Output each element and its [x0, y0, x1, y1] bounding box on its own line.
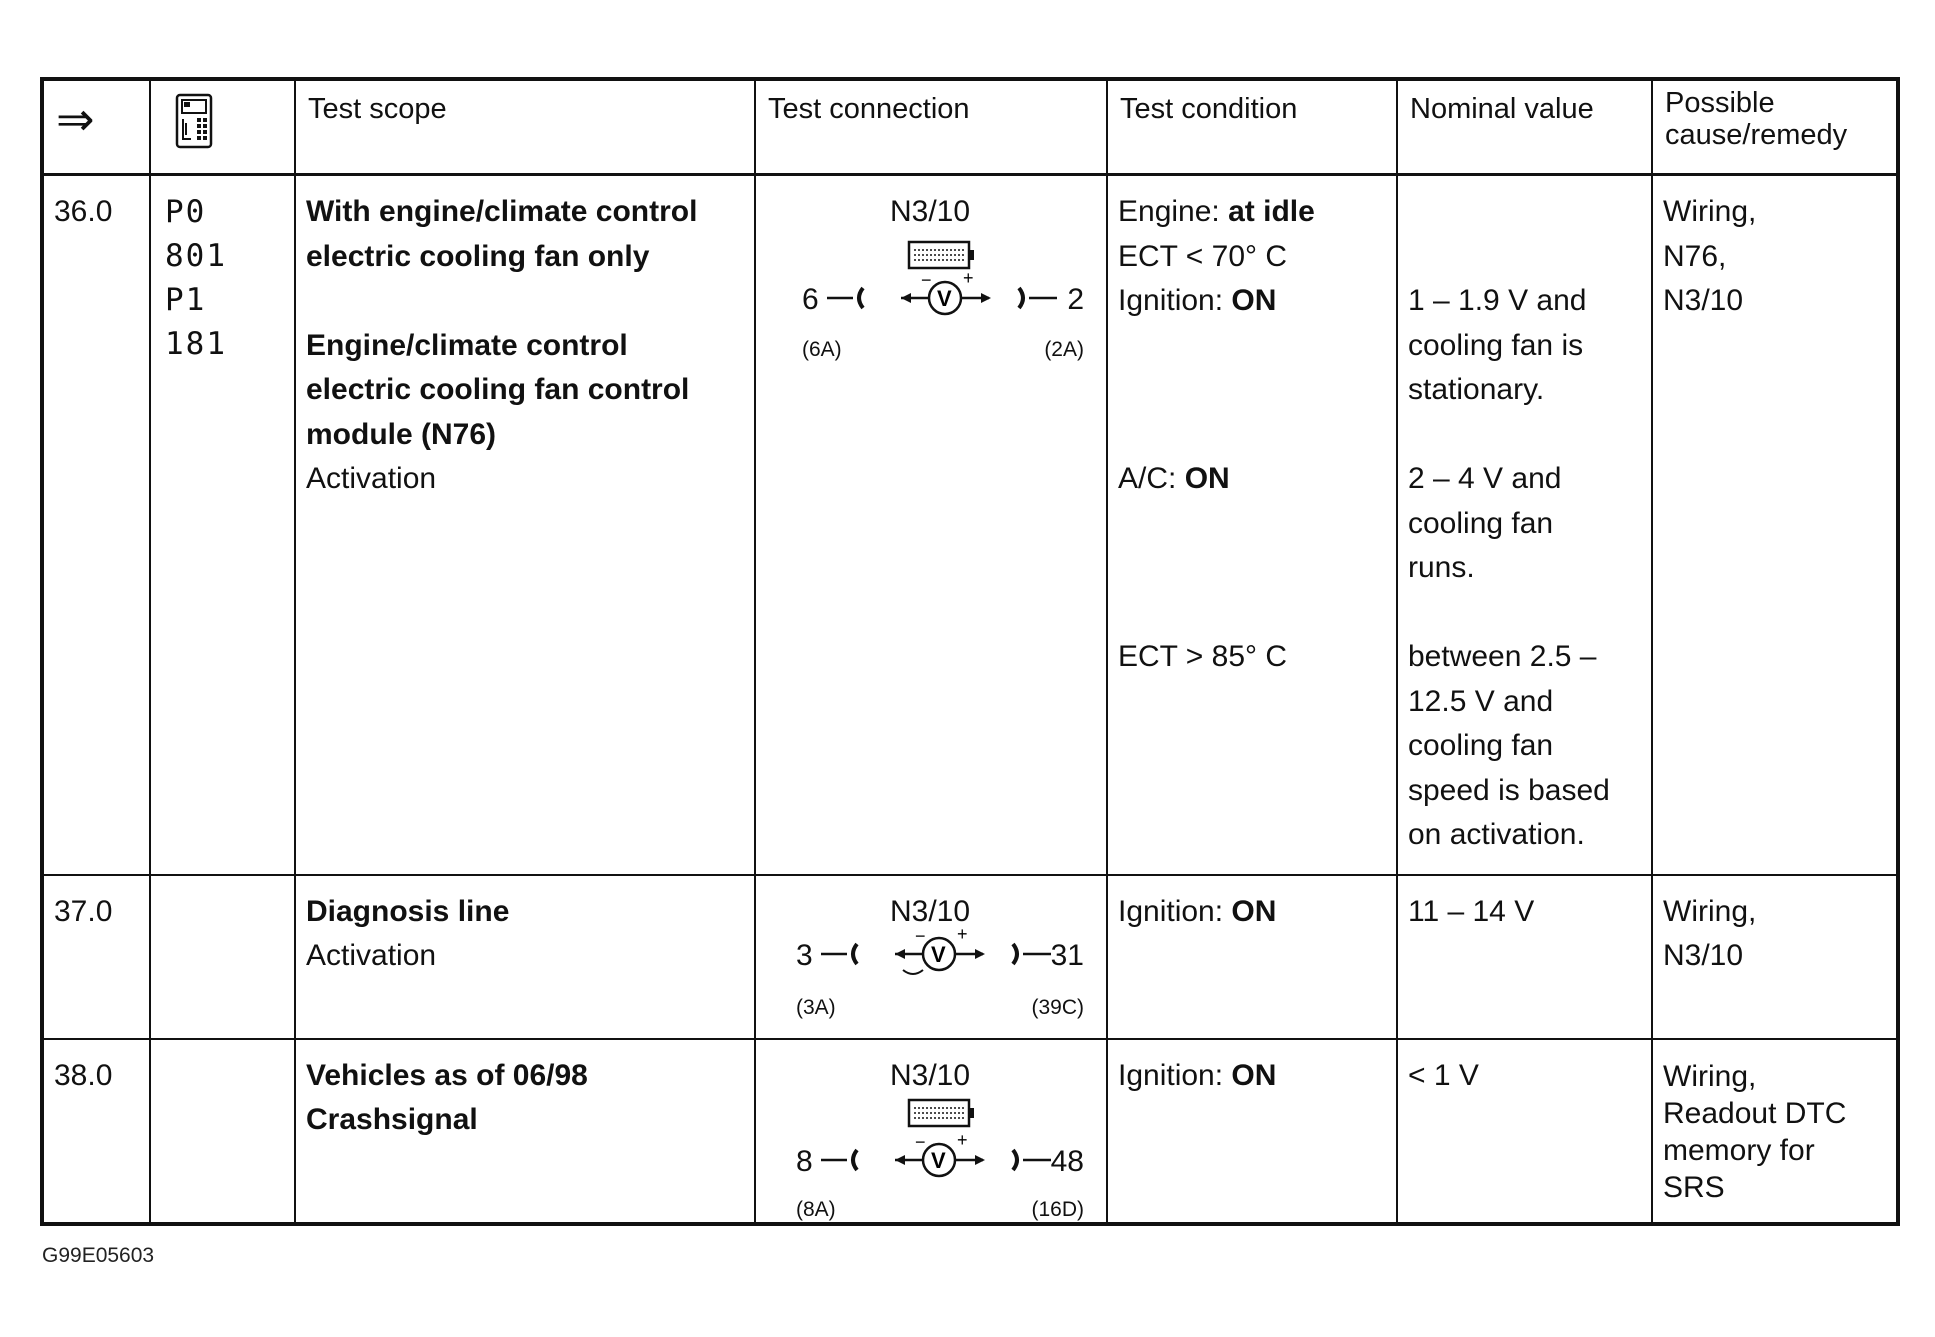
scope-line: Activation: [306, 939, 437, 972]
connector-box-icon: [907, 238, 977, 274]
nominal-line: on activation.: [1408, 818, 1585, 851]
voltmeter-probe-icon: [821, 272, 1101, 322]
connector-box-icon: [907, 1096, 977, 1132]
test-connection-cell: [755, 1039, 1107, 1223]
pin-right: 31: [1050, 938, 1084, 972]
nominal-line: cooling fan: [1408, 729, 1554, 762]
svg-text:−: −: [915, 1133, 926, 1152]
connector-label: N3/10: [889, 195, 971, 228]
arrow-right-icon: ⇒: [56, 93, 95, 145]
header-arrow-cell: [44, 81, 150, 175]
header-tester-cell: [150, 81, 295, 175]
cause-line: Wiring,: [1663, 195, 1757, 228]
nominal-line: 2 – 4 V and: [1408, 462, 1562, 495]
nominal-line: runs.: [1408, 551, 1475, 584]
header-possible-cause-line1: Possible: [1665, 87, 1775, 119]
connection-diagram: [766, 190, 1094, 360]
test-scope-cell: [295, 175, 755, 875]
dtc-codes: [150, 875, 295, 1039]
nominal-value-cell: [1397, 175, 1652, 875]
svg-text:+: +: [957, 927, 968, 944]
test-scope-cell: [295, 875, 755, 1039]
scope-line: Activation: [306, 462, 437, 495]
dtc-code: P0 801: [165, 194, 227, 274]
test-scope-cell: [295, 1039, 755, 1223]
header-possible-cause: [1652, 81, 1896, 175]
cause-line: Wiring,: [1663, 1059, 1757, 1093]
scope-line: electric cooling fan control: [306, 373, 690, 406]
header-test-connection: Test connection: [755, 81, 1107, 175]
condition-line: Engine: at idle: [1118, 195, 1315, 228]
nominal-line: cooling fan is: [1408, 328, 1584, 362]
header-possible-cause-line2: cause/remedy: [1665, 119, 1848, 151]
handheld-tester-icon: [175, 93, 215, 149]
step-number: 36.0: [44, 175, 150, 875]
nominal-line: cooling fan: [1408, 506, 1554, 540]
pin-left-sub: (8A): [796, 1197, 836, 1221]
scope-line: Crashsignal: [306, 1103, 478, 1136]
test-table-sheet: [40, 77, 1900, 1226]
possible-cause-cell: [1652, 175, 1896, 875]
condition-line: Ignition: ON: [1118, 284, 1277, 317]
scope-line: module (N76): [306, 417, 497, 451]
svg-text:+: +: [963, 272, 974, 288]
svg-text:V: V: [931, 941, 946, 967]
nominal-value-cell: [1397, 1039, 1652, 1223]
connector-label: N3/10: [889, 894, 971, 928]
pin-right-sub: (16D): [1031, 1197, 1084, 1221]
pin-right: 48: [1050, 1144, 1084, 1178]
nominal-line: 1 – 1.9 V and: [1408, 284, 1587, 317]
header-test-scope: Test scope: [295, 81, 755, 175]
cause-line: N3/10: [1663, 939, 1744, 972]
connector-label: N3/10: [889, 1058, 971, 1092]
condition-line: Ignition: ON: [1118, 1058, 1277, 1092]
figure-code: G99E05603: [42, 1244, 155, 1267]
cause-line: N3/10: [1663, 284, 1744, 317]
cause-line: Wiring,: [1663, 894, 1757, 928]
svg-text:−: −: [921, 272, 932, 290]
condition-line: Ignition: ON: [1118, 894, 1277, 928]
scope-line: Diagnosis line: [306, 894, 510, 928]
header-test-condition: Test condition: [1107, 81, 1397, 175]
scope-line: Vehicles as of 06/98: [306, 1058, 588, 1092]
scope-line: Engine/climate control: [306, 328, 628, 362]
test-condition-cell: [1107, 875, 1397, 1039]
nominal-line: 12.5 V and: [1408, 684, 1554, 718]
pin-left-sub: (6A): [802, 338, 842, 361]
nominal-value-cell: [1397, 875, 1652, 1039]
pin-left: 8: [796, 1144, 813, 1178]
pin-left: 6: [802, 283, 819, 316]
scope-line: With engine/climate control: [306, 195, 698, 228]
pin-right-sub: (2A): [1044, 338, 1084, 361]
test-connection-cell: [755, 875, 1107, 1039]
svg-text:−: −: [915, 927, 926, 946]
nominal-line: 11 – 14 V: [1408, 894, 1535, 928]
condition-line: A/C: ON: [1118, 462, 1230, 495]
dtc-codes: [150, 175, 295, 875]
dtc-code: P1 181: [165, 282, 227, 362]
condition-line: ECT > 85° C: [1118, 640, 1288, 673]
pin-left-sub: (3A): [796, 995, 836, 1019]
table-row-37: [44, 875, 1896, 1039]
svg-text:V: V: [937, 286, 952, 311]
nominal-line: speed is based: [1408, 773, 1610, 807]
connection-diagram: [766, 890, 1094, 1030]
possible-cause-cell: [1652, 1039, 1896, 1223]
cause-line: memory for SRS: [1663, 1133, 1815, 1204]
nominal-line: between 2.5 –: [1408, 640, 1597, 673]
header-nominal-value: Nominal value: [1397, 81, 1652, 175]
step-number: 38.0: [44, 1039, 150, 1223]
svg-text:V: V: [931, 1147, 946, 1173]
step-number: 37.0: [44, 875, 150, 1039]
nominal-line: stationary.: [1408, 373, 1545, 406]
svg-text:+: +: [957, 1133, 968, 1150]
possible-cause-cell: [1652, 875, 1896, 1039]
pin-left: 3: [796, 938, 813, 972]
test-table: [44, 81, 1896, 1222]
test-condition-cell: [1107, 175, 1397, 875]
pin-right: 2: [1067, 283, 1084, 316]
scope-line: electric cooling fan only: [306, 239, 650, 273]
table-row-38: [44, 1039, 1896, 1223]
cause-line: N76,: [1663, 239, 1727, 273]
condition-line: ECT < 70° C: [1118, 239, 1288, 273]
test-connection-cell: [755, 175, 1107, 875]
dtc-codes: [150, 1039, 295, 1223]
connection-diagram: [766, 1054, 1094, 1221]
nominal-line: < 1 V: [1408, 1058, 1479, 1092]
cause-line: Readout DTC: [1663, 1096, 1847, 1130]
header-row: [44, 81, 1896, 175]
table-row-36: [44, 175, 1896, 875]
test-condition-cell: [1107, 1039, 1397, 1223]
pin-right-sub: (39C): [1031, 995, 1084, 1019]
